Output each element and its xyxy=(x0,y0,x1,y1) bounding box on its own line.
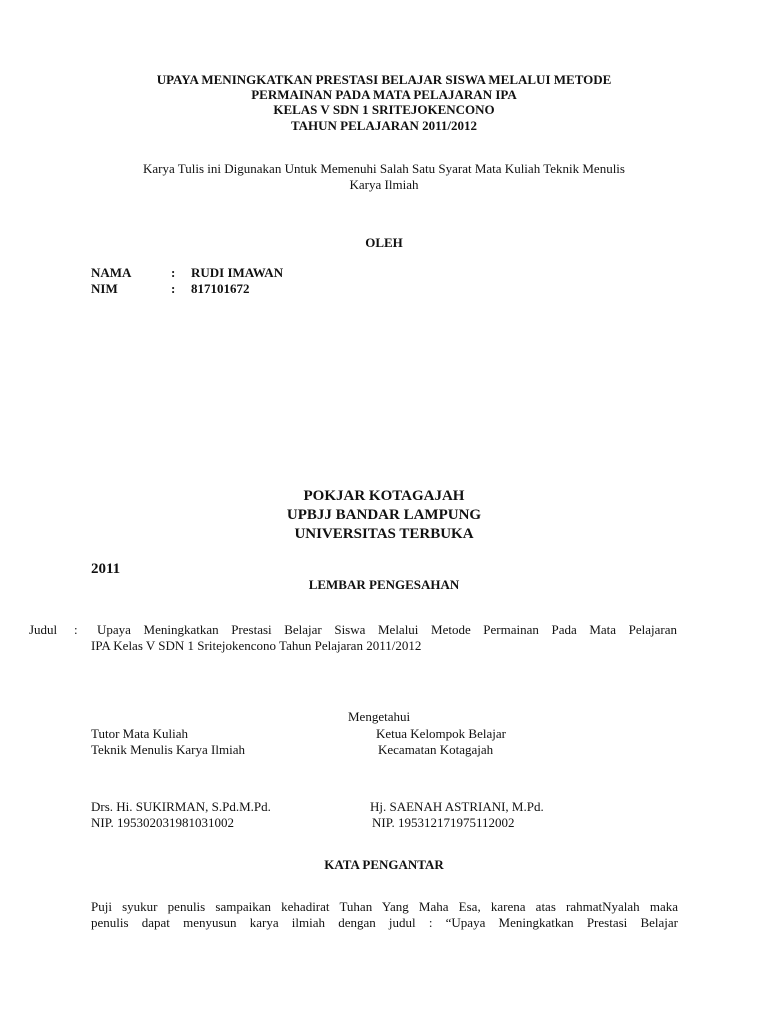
institution-line-1: POKJAR KOTAGAJAH xyxy=(303,488,465,504)
foreword-line-1: Puji syukur penulis sampaikan kehadirat Tuhan Yang Maha Esa, karena atas rahmatNyalah maka xyxy=(91,899,678,914)
foreword-heading: KATA PENGANTAR xyxy=(324,857,444,872)
right-signatory-name: Hj. SAENAH ASTRIANI, M.Pd. xyxy=(370,799,544,814)
title-line-2: PERMAINAN PADA MATA PELAJARAN IPA xyxy=(251,87,517,102)
left-role-line-2: Teknik Menulis Karya Ilmiah xyxy=(91,742,245,757)
institution-line-2: UPBJJ BANDAR LAMPUNG xyxy=(286,507,482,523)
institution-line-3: UNIVERSITAS TERBUKA xyxy=(294,526,474,542)
acknowledged-label: Mengetahui xyxy=(348,709,411,724)
name-separator: : xyxy=(171,265,176,280)
purpose-line-1: Karya Tulis ini Digunakan Untuk Memenuhi Salah Satu Syarat Mata Kuliah Teknik Menulis xyxy=(143,161,625,176)
document-year: 2011 xyxy=(91,561,121,577)
right-signatory-nip: NIP. 195312171975112002 xyxy=(372,815,515,830)
author-name: RUDI IMAWAN xyxy=(191,265,284,280)
author-nim: 817101672 xyxy=(191,281,250,296)
left-signatory-nip: NIP. 195302031981031002 xyxy=(91,815,235,830)
title-line-4: TAHUN PELAJARAN 2011/2012 xyxy=(290,118,478,133)
left-signatory-name: Drs. Hi. SUKIRMAN, S.Pd.M.Pd. xyxy=(91,799,271,814)
right-role-line-1: Ketua Kelompok Belajar xyxy=(376,726,506,741)
left-role-line-1: Tutor Mata Kuliah xyxy=(91,726,189,741)
foreword-line-2: penulis dapat menyusun karya ilmiah dengan judul : “Upaya Meningkatkan Prestasi Belajar xyxy=(91,915,678,930)
title-line-3: KELAS V SDN 1 SRITEJOKENCONO xyxy=(273,102,495,117)
nim-separator: : xyxy=(171,281,176,296)
judul-text-line-2: IPA Kelas V SDN 1 Sritejokencono Tahun Pelajaran 2011/2012 xyxy=(91,638,422,653)
title-line-1: UPAYA MENINGKATKAN PRESTASI BELAJAR SISWA MELALUI METODE xyxy=(156,72,612,87)
approval-heading: LEMBAR PENGESAHAN xyxy=(308,577,460,592)
by-label: OLEH xyxy=(365,235,403,250)
nim-label: NIM xyxy=(91,281,118,296)
right-role-line-2: Kecamatan Kotagajah xyxy=(378,742,494,757)
judul-label: Judul xyxy=(29,622,58,637)
purpose-line-2: Karya Ilmiah xyxy=(349,177,419,192)
judul-separator: : xyxy=(74,622,78,637)
name-label: NAMA xyxy=(91,265,132,280)
judul-text-line-1: Upaya Meningkatkan Prestasi Belajar Siswa Melalui Metode Permainan Pada Mata Pelajaran xyxy=(97,622,677,637)
